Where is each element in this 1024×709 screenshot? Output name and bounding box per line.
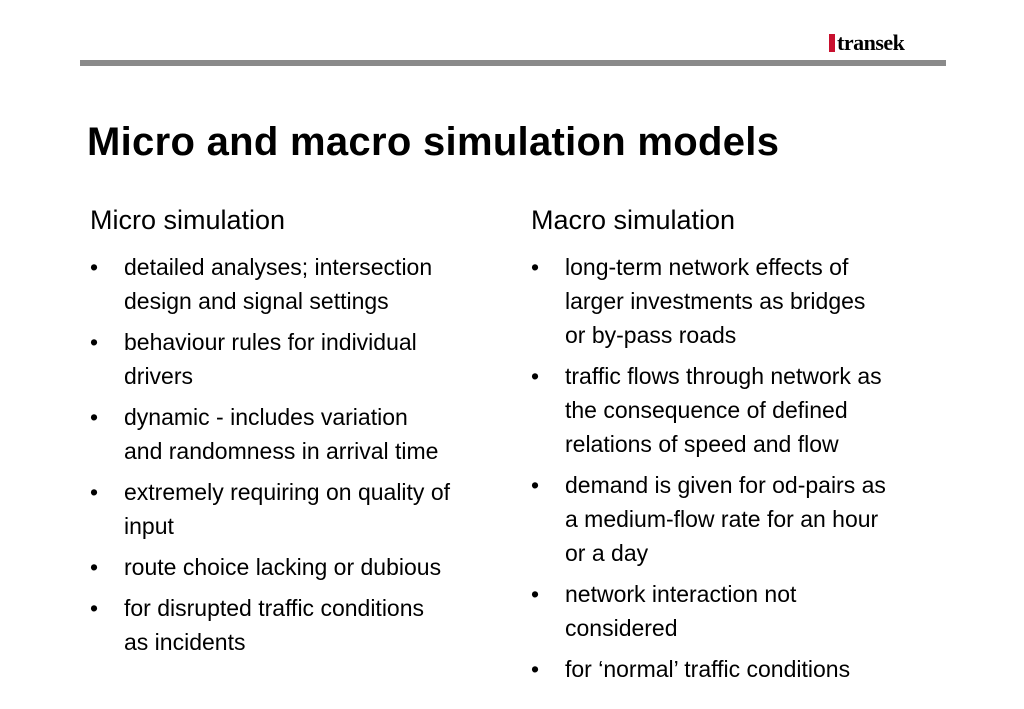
macro-column — [531, 204, 951, 693]
bullet-item — [90, 325, 510, 393]
bullet-item — [531, 577, 951, 645]
bullet-text-line: considered — [565, 615, 678, 642]
bullet-text-line: design and signal settings — [124, 288, 389, 315]
bullet-text-line: route choice lacking or dubious — [124, 554, 442, 581]
bullet-icon: • — [531, 254, 540, 281]
bullet-text-line: traffic flows through network as — [565, 363, 882, 390]
macro-bullet-list — [531, 250, 951, 686]
header-divider — [80, 60, 946, 66]
bullet-text-line: demand is given for od-pairs as — [565, 472, 886, 499]
bullet-item — [531, 652, 951, 686]
bullet-icon: • — [531, 472, 540, 499]
bullet-text-line: drivers — [124, 363, 194, 390]
bullet-item — [531, 468, 951, 570]
bullet-icon: • — [90, 554, 99, 581]
bullet-text-line: long-term network effects of — [565, 254, 849, 281]
bullet-text-line: and randomness in arrival time — [124, 438, 439, 465]
bullet-item — [531, 359, 951, 461]
bullet-text-line: network interaction not — [565, 581, 797, 608]
logo-text: transek — [837, 30, 905, 55]
bullet-text-line: input — [124, 513, 174, 540]
logo-mark — [829, 34, 835, 52]
bullet-icon: • — [90, 595, 99, 622]
bullet-icon: • — [90, 404, 99, 431]
bullet-text-line: relations of speed and flow — [565, 431, 839, 458]
bullet-icon: • — [531, 363, 540, 390]
bullet-text-line: detailed analyses; intersection — [124, 254, 433, 281]
bullet-text-line: or a day — [565, 540, 649, 567]
bullet-icon: • — [90, 254, 99, 281]
bullet-item — [90, 400, 510, 468]
macro-heading: Macro simulation — [531, 205, 736, 235]
bullet-text-line: or by-pass roads — [565, 322, 737, 349]
brand-logo — [829, 31, 904, 55]
bullet-icon: • — [90, 329, 99, 356]
bullet-item — [90, 250, 510, 318]
bullet-text-line: for ‘normal’ traffic conditions — [565, 656, 851, 683]
bullet-text-line: behaviour rules for individual — [124, 329, 417, 356]
bullet-item — [90, 591, 510, 659]
micro-bullet-list — [90, 250, 510, 659]
micro-heading: Micro simulation — [90, 205, 286, 235]
slide-title: Micro and macro simulation models — [87, 120, 780, 164]
bullet-text-line: extremely requiring on quality of — [124, 479, 450, 506]
bullet-text-line: the consequence of defined — [565, 397, 848, 424]
micro-column — [90, 204, 510, 666]
bullet-text-line: for disrupted traffic conditions — [124, 595, 425, 622]
bullet-text-line: dynamic - includes variation — [124, 404, 408, 431]
bullet-item — [90, 550, 510, 584]
bullet-text-line: as incidents — [124, 629, 246, 656]
bullet-item — [531, 250, 951, 352]
bullet-icon: • — [531, 581, 540, 608]
bullet-icon: • — [90, 479, 99, 506]
bullet-item — [90, 475, 510, 543]
bullet-text-line: larger investments as bridges — [565, 288, 866, 315]
bullet-icon: • — [531, 656, 540, 683]
bullet-text-line: a medium-flow rate for an hour — [565, 506, 879, 533]
